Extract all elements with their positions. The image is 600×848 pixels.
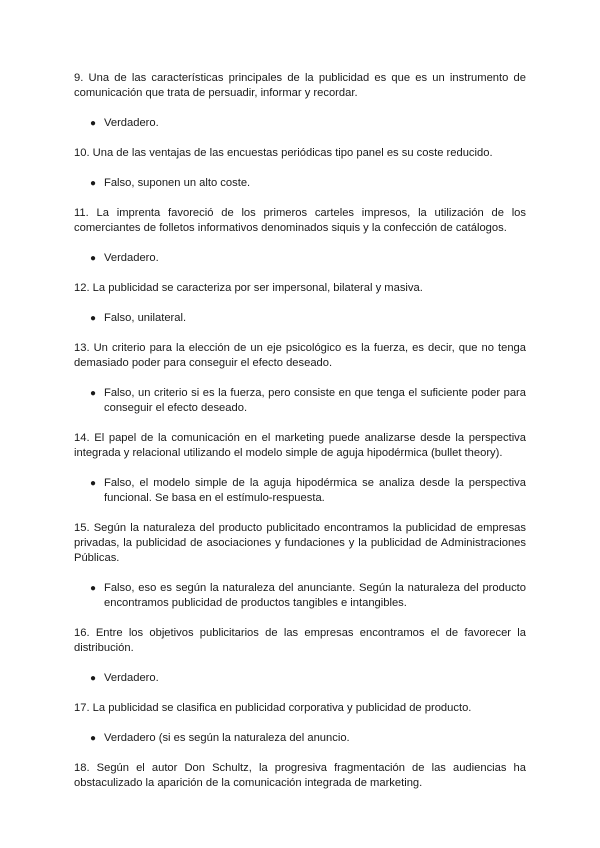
question-9: 9. Una de las características principales de la publicidad es que es un instrumento de comunicación que trata de persuadir, informar y recordar. [74, 72, 526, 99]
question-18: 18. Según el autor Don Schultz, la progresiva fragmentación de las audiencias ha obstaculizado la aparición de la comunicación integrada de marketing. [74, 762, 526, 789]
bullet-icon: ● [90, 478, 97, 489]
answer-text: Falso, eso es según la naturaleza del anunciante. Según la naturaleza del producto encontramos publicidad de productos tangibles e intangibles. [104, 582, 526, 609]
answer-10 [74, 176, 526, 191]
bullet-icon: ● [90, 388, 97, 399]
answer-text: Falso, el modelo simple de la aguja hipodérmica se analiza desde la perspectiva funcional. Se basa en el estímulo-respuesta. [104, 477, 526, 504]
answer-11 [74, 251, 526, 266]
answer-text: Verdadero. [104, 252, 159, 264]
question-17: 17. La publicidad se clasifica en publicidad corporativa y publicidad de producto. [74, 702, 472, 714]
answer-text: Falso, unilateral. [104, 312, 187, 324]
question-15: 15. Según la naturaleza del producto publicitado encontramos la publicidad de empresas privadas, la publicidad de asociaciones y fundaciones y la publicidad de Administraciones Públicas. [74, 522, 526, 564]
answer-text: Falso, un criterio si es la fuerza, pero consiste en que tenga el suficiente poder para conseguir el efecto deseado. [104, 387, 526, 414]
bullet-icon: ● [90, 733, 97, 744]
answer-15 [74, 581, 526, 611]
answer-12 [74, 311, 526, 326]
bullet-icon: ● [90, 253, 97, 264]
question-16: 16. Entre los objetivos publicitarios de las empresas encontramos el de favorecer la distribución. [74, 627, 526, 654]
question-13: 13. Un criterio para la elección de un eje psicológico es la fuerza, es decir, que no tenga demasiado poder para conseguir el efecto deseado. [74, 342, 526, 369]
answer-text: Falso, suponen un alto coste. [104, 177, 251, 189]
answer-13 [74, 386, 526, 416]
bullet-icon: ● [90, 673, 97, 684]
question-11: 11. La imprenta favoreció de los primeros carteles impresos, la utilización de los comerciantes de folletos informativos denominados siquis y la confección de catálogos. [74, 207, 526, 234]
question-10: 10. Una de las ventajas de las encuestas periódicas tipo panel es su coste reducido. [74, 147, 493, 159]
question-14: 14. El papel de la comunicación en el marketing puede analizarse desde la perspectiva integrada y relacional utilizando el modelo simple de aguja hipodérmica (bullet theory). [74, 432, 526, 459]
bullet-icon: ● [90, 583, 97, 594]
answer-14 [74, 476, 526, 506]
document-content [74, 71, 526, 806]
bullet-icon: ● [90, 118, 97, 129]
answer-text: Verdadero (si es según la naturaleza del anuncio. [104, 732, 350, 744]
bullet-icon: ● [90, 178, 97, 189]
question-12: 12. La publicidad se caracteriza por ser impersonal, bilateral y masiva. [74, 282, 423, 294]
answer-9 [74, 116, 526, 131]
answer-text: Verdadero. [104, 672, 159, 684]
bullet-icon: ● [90, 313, 97, 324]
answer-16 [74, 671, 526, 686]
answer-text: Verdadero. [104, 117, 159, 129]
answer-17 [74, 731, 526, 746]
